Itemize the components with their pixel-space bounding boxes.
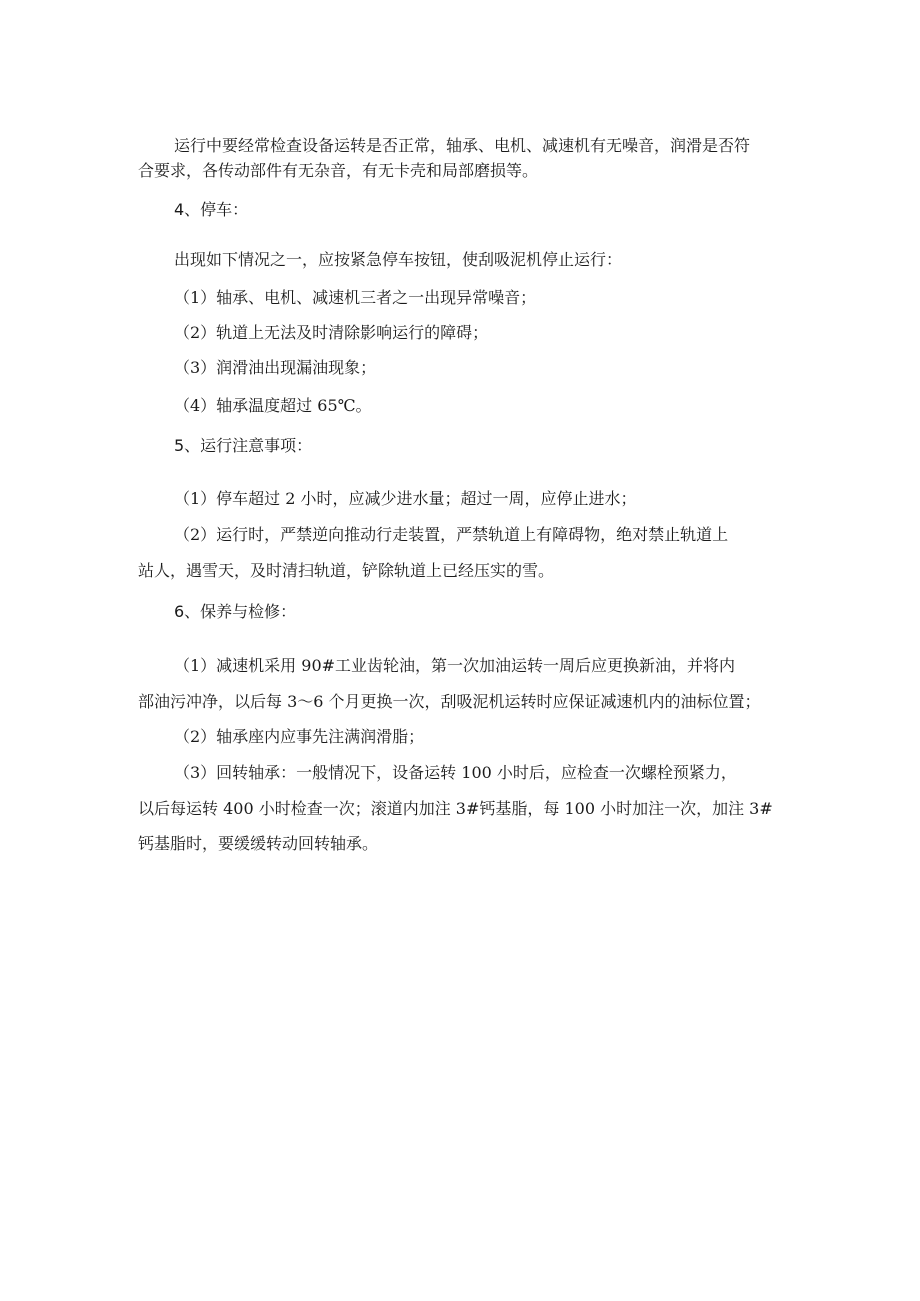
section-5-heading: 5、运行注意事项：	[174, 436, 313, 455]
intro-paragraph-line-1: 运行中要经常检查设备运转是否正常，轴承、电机、减速机有无噪音，润滑是否符	[174, 136, 751, 155]
section-4-item-2: （2）轨道上无法及时清除影响运行的障碍；	[174, 323, 489, 342]
section-6-item-2: （2）轴承座内应事先注满润滑脂；	[174, 727, 425, 746]
section-6-item-3-line-1: （3）回转轴承：一般情况下，设备运转 100 小时后，应检查一次螺栓预紧力，	[174, 763, 737, 782]
section-5-item-2-line-1: （2）运行时，严禁逆向推动行走装置，严禁轨道上有障碍物，绝对禁止轨道上	[174, 525, 729, 544]
section-6-item-1-line-2: 部油污冲净，以后每 3～6 个月更换一次，刮吸泥机运转时应保证减速机内的油标位置；	[138, 692, 761, 711]
section-6-item-3-line-3: 钙基脂时，要缓缓转动回转轴承。	[138, 834, 379, 853]
intro-paragraph-line-2: 合要求，各传动部件有无杂音，有无卡壳和局部磨损等。	[138, 161, 539, 180]
section-4-item-4: （4）轴承温度超过 65℃。	[174, 396, 372, 415]
section-6-item-1-line-1: （1）减速机采用 90#工业齿轮油，第一次加油运转一周后应更换新油，并将内	[174, 656, 736, 675]
section-4-item-3: （3）润滑油出现漏油现象；	[174, 358, 377, 377]
section-4-heading: 4、停车：	[174, 200, 249, 219]
section-4-item-1: （1）轴承、电机、减速机三者之一出现异常噪音；	[174, 288, 537, 307]
section-4-lead: 出现如下情况之一，应按紧急停车按钮，使刮吸泥机停止运行：	[174, 250, 623, 269]
section-6-item-3-line-2: 以后每运转 400 小时检查一次；滚道内加注 3#钙基脂，每 100 小时加注一次，加注 3#	[138, 799, 773, 818]
section-5-item-1: （1）停车超过 2 小时，应减少进水量；超过一周，应停止进水；	[174, 489, 637, 508]
section-6-heading: 6、保养与检修：	[174, 602, 297, 621]
section-5-item-2-line-2: 站人，遇雪天，及时清扫轨道，铲除轨道上已经压实的雪。	[138, 561, 555, 580]
